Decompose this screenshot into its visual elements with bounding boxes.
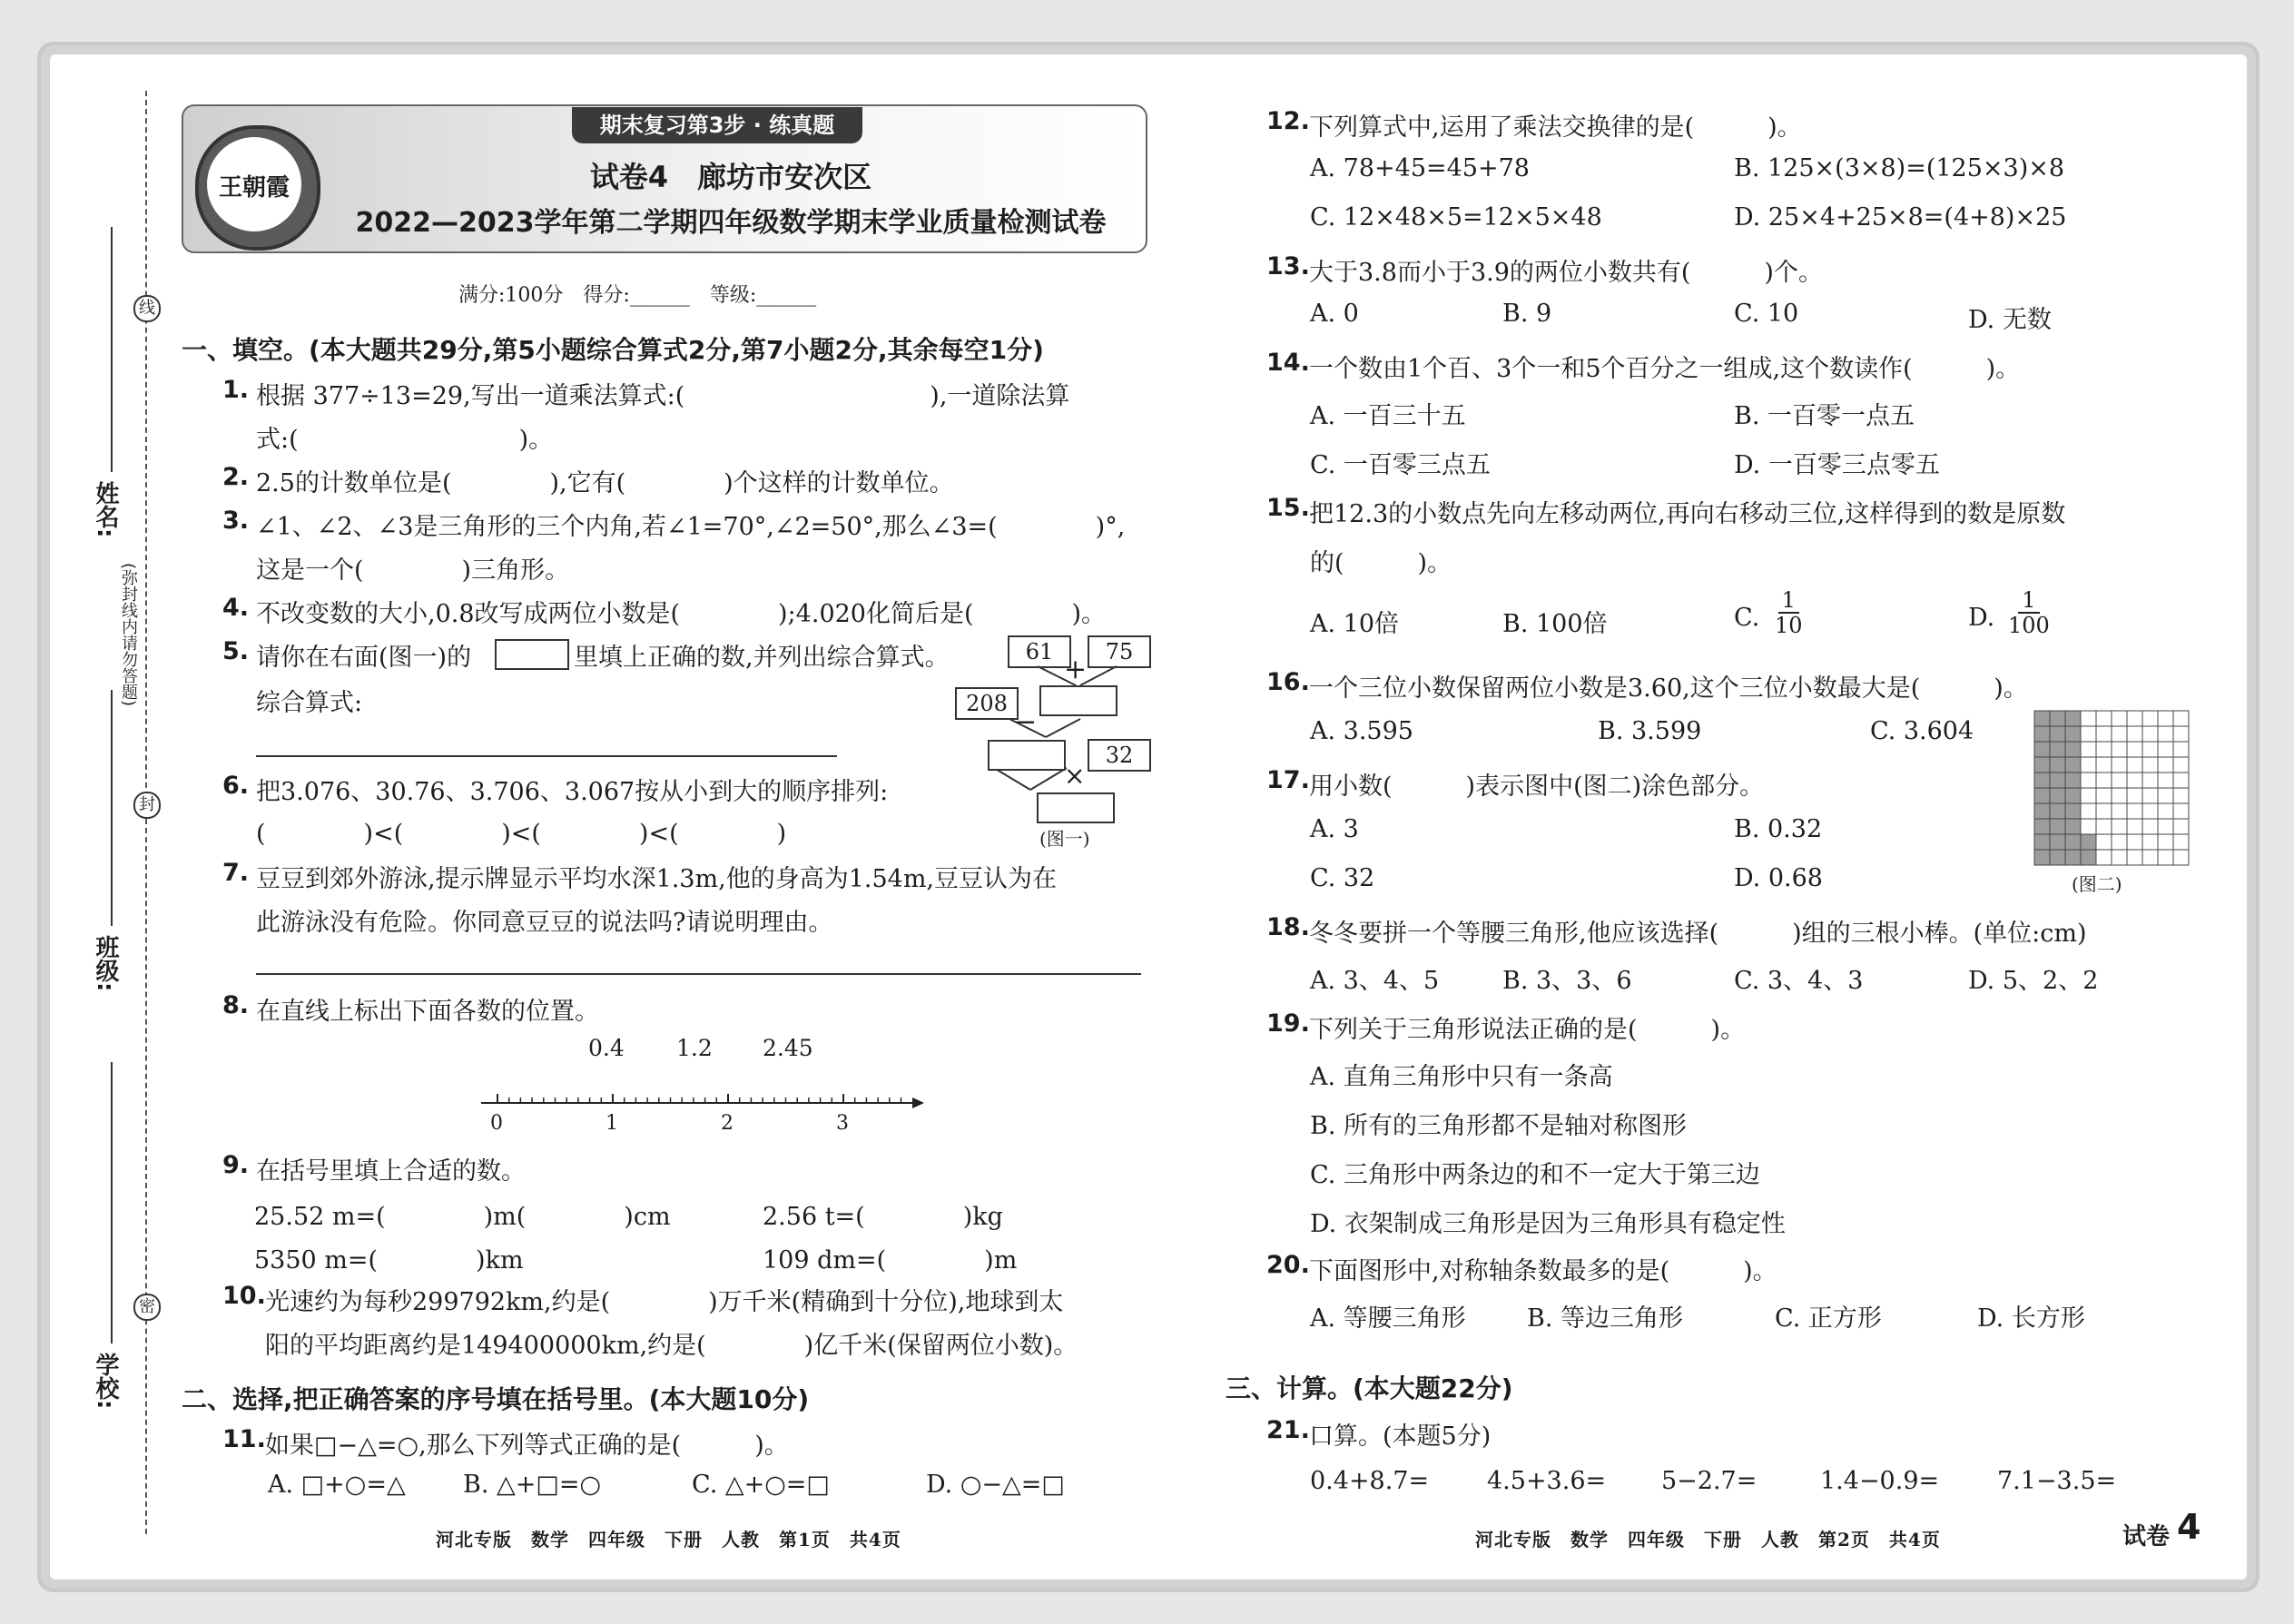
section-three-title: 三、计算。(本大题22分) (1226, 1373, 1513, 1403)
q9-num: 9. (222, 1151, 250, 1179)
grid-cell (2158, 788, 2173, 803)
q14-opt-a[interactable]: A. 一百三十五 (1310, 402, 1466, 430)
grid-cell (2127, 742, 2142, 757)
q7-answer-line[interactable] (256, 973, 1141, 975)
grid-cell (2096, 819, 2112, 834)
grid-cell-shaded (2050, 803, 2065, 819)
q5-inline-box (495, 639, 569, 670)
q2-num: 2. (222, 463, 250, 491)
q13-opt-d[interactable]: D. 无数 (1968, 306, 2052, 334)
binding-note: (弥封线内请勿答题) (119, 563, 138, 707)
q5-num: 5. (222, 637, 250, 665)
q18-opt-a[interactable]: A. 3、4、5 (1310, 967, 1440, 995)
grid-cell (2173, 850, 2189, 865)
q15-opt-d[interactable]: D. (1968, 604, 1995, 632)
class-label: 班级: (92, 935, 119, 992)
q13-text: 大于3.8而小于3.9的两位小数共有( )个。 (1309, 259, 1823, 287)
q14-text: 一个数由1个百、3个一和5个百分之一组成,这个数读作( )。 (1309, 355, 2021, 383)
grid-cell-shaded (2065, 711, 2081, 726)
q13-opt-c[interactable]: C. 10 (1734, 300, 1799, 328)
grid-cell (2081, 726, 2096, 742)
fig1-box-208: 208 (955, 687, 1019, 720)
q11-opt-b[interactable]: B. △+□=○ (463, 1471, 602, 1499)
q16-opt-b[interactable]: B. 3.599 (1598, 717, 1702, 745)
grid-cell-shaded (2050, 850, 2065, 865)
q16-opt-c[interactable]: C. 3.604 (1870, 717, 1974, 745)
q4-num: 4. (222, 594, 250, 622)
grid-cell-shaded (2065, 742, 2081, 757)
grid-cell (2112, 773, 2127, 788)
grid-cell (2142, 834, 2158, 850)
grid-cell (2142, 711, 2158, 726)
q17-text: 用小数( )表示图中(图二)涂色部分。 (1309, 773, 1765, 801)
q14-opt-c[interactable]: C. 一百零三点五 (1310, 451, 1491, 479)
grid-cell (2173, 819, 2189, 834)
left-footer: 河北专版 数学 四年级 下册 人教 第1页 共4页 (436, 1529, 901, 1550)
seal-char-secret: 密 (133, 1294, 161, 1321)
grid-cell (2127, 726, 2142, 742)
q12-num: 12. (1266, 107, 1310, 135)
q6-line1: 把3.076、30.76、3.706、3.067按从小到大的顺序排列: (256, 778, 889, 806)
banner: 期末复习第3步 · 练真题 (572, 107, 862, 143)
grid-cell-shaded (2034, 819, 2050, 834)
q9-text: 在括号里填上合适的数。 (256, 1157, 526, 1186)
q11-text: 如果□−△=○,那么下列等式正确的是( )。 (265, 1432, 789, 1460)
grid-cell-shaded (2050, 788, 2065, 803)
q15-frac-d: $\frac{1}{100}$ (2008, 587, 2050, 639)
q8-tick-2: 2 (721, 1112, 733, 1135)
school-field[interactable] (111, 1062, 113, 1343)
q20-opt-a[interactable]: A. 等腰三角形 (1310, 1304, 1466, 1333)
q18-opt-b[interactable]: B. 3、3、6 (1502, 967, 1632, 995)
q7-num: 7. (222, 859, 250, 887)
q11-opt-a[interactable]: A. □+○=△ (268, 1471, 406, 1499)
q8-num-b: 1.2 (676, 1035, 713, 1061)
q21-item-5: 7.1−3.5= (1997, 1467, 2117, 1495)
fig1-box-75: 75 (1088, 635, 1151, 668)
grid-cell (2096, 726, 2112, 742)
grid-cell (2158, 773, 2173, 788)
grid-cell-shaded (2065, 726, 2081, 742)
q15-opt-b[interactable]: B. 100倍 (1502, 610, 1608, 638)
grid-cell (2081, 742, 2096, 757)
grid-cell (2081, 757, 2096, 773)
seal-char-seal: 封 (133, 792, 161, 819)
grid-cell (2173, 726, 2189, 742)
q19-num: 19. (1266, 1009, 1310, 1038)
fig1-sum-box[interactable] (1039, 685, 1117, 716)
grid-cell (2112, 726, 2127, 742)
q14-num: 14. (1266, 349, 1310, 377)
school-label: 学校: (92, 1353, 119, 1410)
grid-cell (2173, 742, 2189, 757)
q19-opt-d[interactable]: D. 衣架制成三角形是因为三角形具有稳定性 (1310, 1210, 1786, 1238)
grid-cell (2112, 742, 2127, 757)
q9-d: 109 dm=( )m (763, 1246, 1018, 1275)
fig2-caption: (图二) (2072, 873, 2122, 895)
q16-text: 一个三位小数保留两位小数是3.60,这个三位小数最大是( )。 (1309, 674, 2028, 703)
q8-num-c: 2.45 (763, 1035, 813, 1061)
grid-cell (2127, 788, 2142, 803)
grid-cell (2142, 742, 2158, 757)
q11-opt-d[interactable]: D. ○−△=□ (926, 1471, 1065, 1499)
grid-cell (2112, 850, 2127, 865)
grid-cell (2142, 803, 2158, 819)
q16-opt-a[interactable]: A. 3.595 (1310, 717, 1413, 745)
grid-cell (2112, 819, 2127, 834)
q12-opt-b[interactable]: B. 125×(3×8)=(125×3)×8 (1734, 154, 2065, 182)
fig1-product-box[interactable] (1037, 792, 1115, 823)
q9-b: 2.56 t=( )kg (763, 1203, 1003, 1231)
q14-opt-d[interactable]: D. 一百零三点零五 (1734, 451, 1940, 479)
right-footer: 河北专版 数学 四年级 下册 人教 第2页 共4页 (1475, 1529, 1941, 1550)
grid-cell (2127, 757, 2142, 773)
q15-line1: 把12.3的小数点先向左移动两位,再向右移动三位,这样得到的数是原数 (1309, 500, 2066, 528)
grid-cell-shaded (2050, 757, 2065, 773)
q13-num: 13. (1266, 252, 1310, 281)
grid-cell-shaded (2065, 773, 2081, 788)
grid-cell (2173, 711, 2189, 726)
q19-opt-a[interactable]: A. 直角三角形中只有一条高 (1310, 1063, 1613, 1091)
q18-text: 冬冬要拼一个等腰三角形,他应该选择( )组的三根小棒。(单位:cm) (1309, 920, 2087, 948)
grid-cell (2127, 834, 2142, 850)
fig1-caption: (图一) (1039, 828, 1090, 850)
q11-num: 11. (222, 1425, 266, 1453)
q20-opt-d[interactable]: D. 长方形 (1977, 1304, 2085, 1333)
fig1-times: × (1064, 761, 1086, 791)
q21-text: 口算。(本题5分) (1309, 1422, 1492, 1451)
grid-cell-shaded (2034, 803, 2050, 819)
grid-cell (2081, 711, 2096, 726)
grid-cell (2096, 850, 2112, 865)
q11-opt-c[interactable]: C. △+○=□ (692, 1471, 830, 1499)
grid-cell (2142, 850, 2158, 865)
q8-num: 8. (222, 991, 250, 1019)
q12-text: 下列算式中,运用了乘法交换律的是( )。 (1309, 113, 1802, 142)
grid-cell (2112, 711, 2127, 726)
grid-cell (2173, 773, 2189, 788)
q17-opt-d[interactable]: D. 0.68 (1734, 864, 1823, 892)
fig1-diff-box[interactable] (988, 740, 1066, 771)
q13-opt-a[interactable]: A. 0 (1310, 300, 1359, 328)
grid-cell (2127, 711, 2142, 726)
q1-num: 1. (222, 376, 250, 404)
grid-cell (2096, 773, 2112, 788)
fig1-plus: + (1064, 654, 1088, 685)
grid-cell-shaded (2050, 819, 2065, 834)
grid-cell (2158, 742, 2173, 757)
q8-num-a: 0.4 (588, 1035, 625, 1061)
badge-number: 4 (2177, 1507, 2201, 1547)
q5-text-b: 里填上正确的数,并列出综合算式。 (574, 644, 950, 672)
q1-line1: 根据 377÷13=29,写出一道乘法算式:( ),一道除法算 (256, 382, 1070, 410)
q20-opt-b[interactable]: B. 等边三角形 (1527, 1304, 1684, 1333)
q12-opt-c[interactable]: C. 12×48×5=12×5×48 (1310, 203, 1602, 231)
grid-cell (2173, 803, 2189, 819)
grid-cell-shaded (2034, 834, 2050, 850)
grid-cell (2081, 803, 2096, 819)
grid-cell (2173, 757, 2189, 773)
q21-item-2: 4.5+3.6= (1487, 1467, 1607, 1495)
q19-opt-b[interactable]: B. 所有的三角形都不是轴对称图形 (1310, 1112, 1688, 1140)
q9-a: 25.52 m=( )m( )cm (254, 1203, 671, 1231)
q8-tick-1: 1 (605, 1112, 618, 1135)
grid-cell (2081, 788, 2096, 803)
grid-cell-shaded (2034, 850, 2050, 865)
exam-title: 试卷4 廊坊市安次区 (589, 160, 872, 194)
q15-opt-a[interactable]: A. 10倍 (1310, 610, 1400, 638)
grid-cell-shaded (2050, 726, 2065, 742)
grid-cell (2173, 834, 2189, 850)
grid-cell (2127, 819, 2142, 834)
q1-line2: 式:( )。 (256, 426, 554, 454)
grid-cell (2096, 757, 2112, 773)
q8-number-line[interactable] (472, 1080, 926, 1126)
q20-opt-c[interactable]: C. 正方形 (1775, 1304, 1882, 1333)
grid-cell (2096, 788, 2112, 803)
fig1-box-61: 61 (1008, 635, 1071, 668)
grid-cell-shaded (2034, 742, 2050, 757)
grid-cell (2158, 711, 2173, 726)
class-field[interactable] (111, 690, 113, 926)
grid-cell-shaded (2034, 788, 2050, 803)
grid-cell (2142, 757, 2158, 773)
grid-cell (2142, 819, 2158, 834)
q5-text-a: 请你在右面(图一)的 (256, 644, 472, 672)
q8-text: 在直线上标出下面各数的位置。 (256, 998, 599, 1026)
figure-two-grid (2033, 710, 2190, 866)
q6-num: 6. (222, 772, 250, 800)
number-line-arrow (912, 1097, 924, 1108)
q21-num: 21. (1266, 1416, 1310, 1444)
grid-cell (2158, 757, 2173, 773)
grid-cell-shaded (2065, 803, 2081, 819)
grid-cell (2142, 773, 2158, 788)
grid-cell-shaded (2034, 757, 2050, 773)
badge-label: 试卷 (2122, 1523, 2171, 1550)
grid-cell (2112, 757, 2127, 773)
q12-opt-a[interactable]: A. 78+45=45+78 (1310, 154, 1530, 182)
grid-cell-shaded (2065, 819, 2081, 834)
grid-cell-shaded (2050, 742, 2065, 757)
grid-cell-shaded (2034, 773, 2050, 788)
grid-cell-shaded (2050, 711, 2065, 726)
grid-cell (2096, 834, 2112, 850)
grid-cell-shaded (2065, 788, 2081, 803)
q13-opt-b[interactable]: B. 9 (1502, 300, 1552, 328)
q15-frac-c: $\frac{1}{10}$ (1775, 587, 1803, 639)
section-one-title: 一、填空。(本大题共29分,第5小题综合算式2分,第7小题2分,其余每空1分) (182, 335, 1044, 365)
grid-cell (2173, 788, 2189, 803)
q3-num: 3. (222, 507, 250, 535)
q20-text: 下面图形中,对称轴条数最多的是( )。 (1309, 1257, 1777, 1285)
grid-cell-shaded (2065, 757, 2081, 773)
grid-cell (2112, 834, 2127, 850)
q6-line2: ( )<( )<( )<( ) (256, 820, 787, 848)
grid-cell-shaded (2065, 850, 2081, 865)
q19-text: 下列关于三角形说法正确的是( )。 (1309, 1016, 1746, 1044)
q18-num: 18. (1266, 913, 1310, 941)
grid-cell-shaded (2050, 834, 2065, 850)
q16-num: 16. (1266, 668, 1310, 696)
q21-item-1: 0.4+8.7= (1310, 1467, 1430, 1495)
q2-text: 2.5的计数单位是( ),它有( )个这样的计数单位。 (256, 469, 954, 497)
q12-opt-d[interactable]: D. 25×4+25×8=(4+8)×25 (1734, 203, 2067, 231)
q18-opt-d[interactable]: D. 5、2、2 (1968, 967, 2099, 995)
q7-line2: 此游泳没有危险。你同意豆豆的说法吗?请说明理由。 (256, 909, 833, 937)
grid-cell (2096, 803, 2112, 819)
grid-cell-shaded (2065, 834, 2081, 850)
grid-cell (2142, 726, 2158, 742)
q9-c: 5350 m=( )km (254, 1246, 524, 1275)
grid-cell-shaded (2050, 773, 2065, 788)
grid-cell (2158, 803, 2173, 819)
q3-line1: ∠1、∠2、∠3是三角形的三个内角,若∠1=70°,∠2=50°,那么∠3=( )°, (256, 513, 1126, 541)
q10-line2: 阳的平均距离约是149400000km,约是( )亿千米(保留两位小数)。 (265, 1332, 1078, 1360)
q18-opt-c[interactable]: C. 3、4、3 (1734, 967, 1864, 995)
q5-formula-label: 综合算式: (256, 689, 363, 717)
q17-opt-b[interactable]: B. 0.32 (1734, 815, 1823, 843)
grid-cell (2112, 803, 2127, 819)
grid-cell (2127, 850, 2142, 865)
q15-opt-c[interactable]: C. (1734, 604, 1760, 632)
q14-opt-b[interactable]: B. 一百零一点五 (1734, 402, 1915, 430)
grid-cell (2142, 788, 2158, 803)
q17-num: 17. (1266, 766, 1310, 794)
grid-cell (2096, 711, 2112, 726)
grid-cell (2127, 773, 2142, 788)
grid-cell (2112, 788, 2127, 803)
seal-char-line: 线 (133, 295, 161, 322)
logo-text: 王朝霞 (218, 174, 290, 202)
fig1-minus: − (1014, 706, 1038, 738)
q5-answer-line[interactable] (256, 755, 837, 757)
grid-cell-shaded (2081, 834, 2096, 850)
q3-line2: 这是一个( )三角形。 (256, 556, 570, 585)
q7-line1: 豆豆到郊外游泳,提示牌显示平均水深1.3m,他的身高为1.54m,豆豆认为在 (256, 865, 1058, 893)
grid-cell-shaded (2034, 711, 2050, 726)
name-label: 姓名: (92, 481, 119, 538)
q19-opt-c[interactable]: C. 三角形中两条边的和不一定大于第三边 (1310, 1161, 1760, 1189)
grid-cell (2081, 819, 2096, 834)
grid-cell (2158, 726, 2173, 742)
q15-num: 15. (1266, 494, 1310, 522)
q21-item-3: 5−2.7= (1661, 1467, 1757, 1495)
grid-cell (2158, 850, 2173, 865)
q8-tick-0: 0 (490, 1112, 503, 1135)
q20-num: 20. (1266, 1251, 1310, 1279)
section-two-title: 二、选择,把正确答案的序号填在括号里。(本大题10分) (182, 1384, 810, 1414)
q8-tick-3: 3 (836, 1112, 849, 1135)
q17-opt-c[interactable]: C. 32 (1310, 864, 1375, 892)
q4-text: 不改变数的大小,0.8改写成两位小数是( );4.020化简后是( )。 (256, 600, 1107, 628)
grid-cell-shaded (2081, 850, 2096, 865)
grid-cell (2096, 742, 2112, 757)
q17-opt-a[interactable]: A. 3 (1310, 815, 1359, 843)
grid-cell (2127, 803, 2142, 819)
q21-item-4: 1.4−0.9= (1820, 1467, 1940, 1495)
q10-num: 10. (222, 1282, 266, 1310)
grid-cell-shaded (2034, 726, 2050, 742)
q10-line1: 光速约为每秒299792km,约是( )万千米(精确到十分位),地球到太 (265, 1288, 1064, 1316)
score-line: 满分:100分 得分:______ 等级:______ (458, 284, 817, 307)
grid-cell (2081, 773, 2096, 788)
name-field[interactable] (111, 227, 113, 472)
q15-line2: 的( )。 (1310, 549, 1452, 577)
exam-subtitle: 2022—2023学年第二学期四年级数学期末学业质量检测试卷 (355, 207, 1107, 239)
grid-cell (2158, 834, 2173, 850)
fig1-box-32: 32 (1088, 739, 1151, 772)
grid-cell (2158, 819, 2173, 834)
